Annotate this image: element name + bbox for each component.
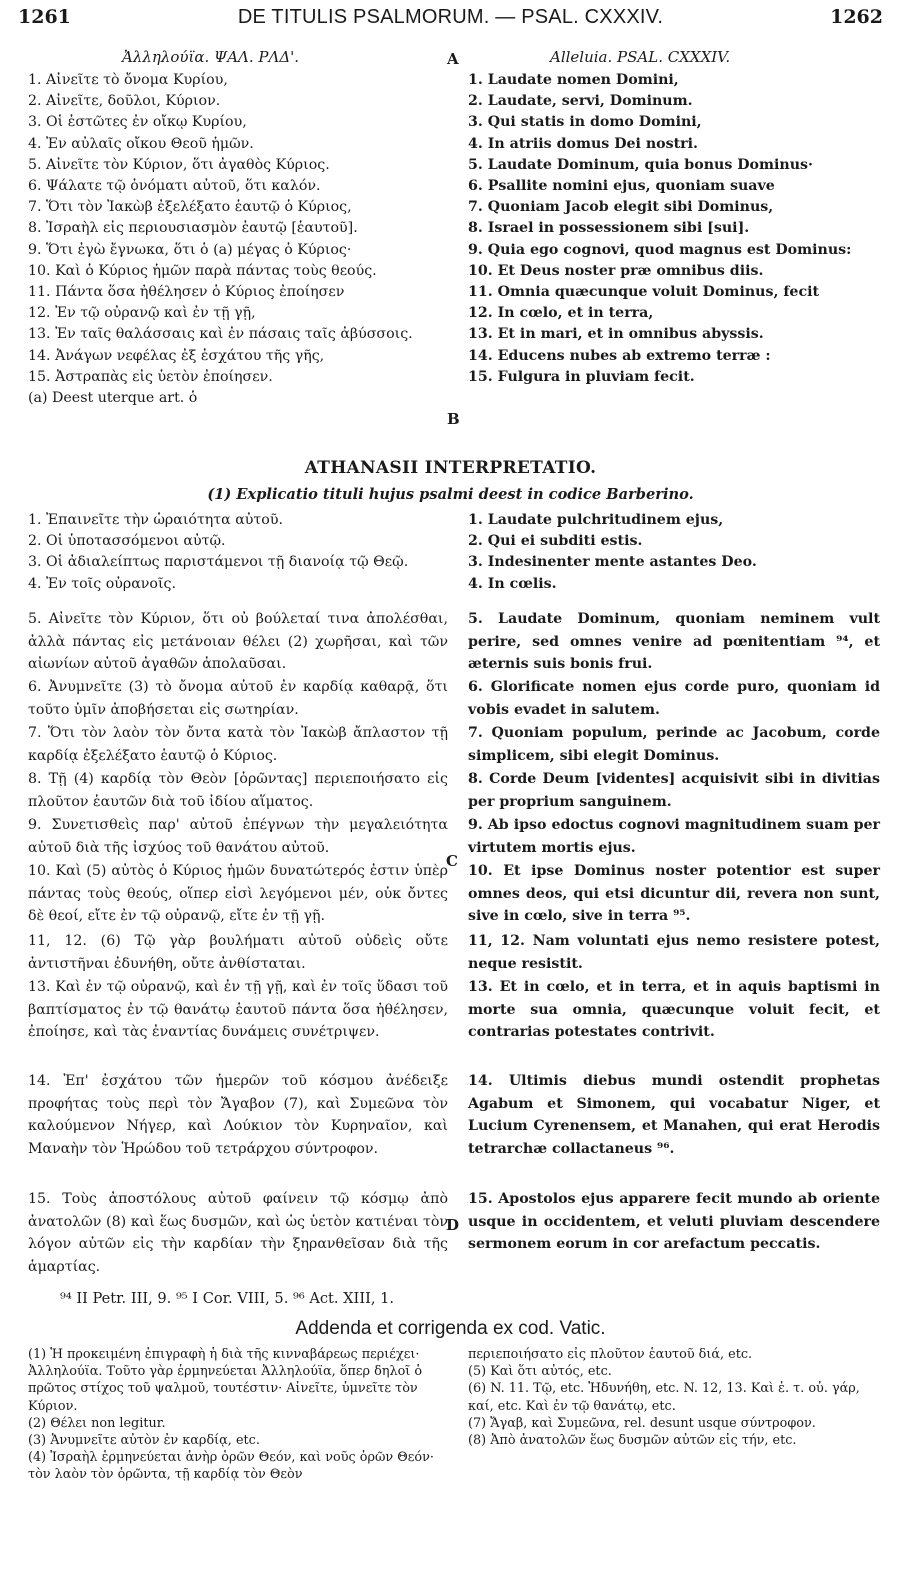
interpretation-latin-paragraph: 6. Glorificate nomen ejus corde puro, quoniam id vobis evadet in salutem. (468, 679, 880, 718)
psalm-latin-verse: 12. In cœlo, et in terra, (468, 305, 654, 322)
psalm-latin-verse: 6. Psallite nomini ejus, quoniam suave (468, 178, 775, 195)
psalm-greek-lines (28, 70, 448, 409)
psalm-greek-verse: 13. Ἐν ταῖς θαλάσσαις καὶ ἐν πάσαις ταῖς ἀβύσσοις. (28, 326, 413, 343)
interpretation-greek-verse: 2. Οἱ ὑποτασσόμενοι αὐτῷ. (28, 533, 226, 550)
psalm-greek-column (28, 48, 448, 409)
interpretation-greek-paragraph: 13. Καὶ ἐν τῷ οὐρανῷ, καὶ ἐν τῇ γῇ, καὶ ἐν τοῖς ὕδασι τοῦ βαπτίσματος ἐν τῷ θανάτῳ ἑαυτοῦ πάντα ὅσα ἠθέλησεν, ἐποίησε, καὶ τὰς ἐναντίας δυνάμεις συνέτριψεν. (28, 979, 448, 1041)
psalm-greek-verse: (a) Deest uterque art. ὁ (28, 390, 198, 407)
psalm-latin-verse: 11. Omnia quæcunque voluit Dominus, fecit (468, 284, 820, 301)
addenda-note: (4) Ἰσραὴλ ἑρμηνεύεται ἀνὴρ ὁρῶν Θεόν, καὶ νοῦς ὁρῶν Θεόν· τὸν λαὸν τὸν ὁρῶντα, τῇ καρδίᾳ τὸν Θεὸν (28, 1450, 434, 1483)
psalm-greek-verse: 9. Ὅτι ἐγὼ ἔγνωκα, ὅτι ὁ (a) μέγας ὁ Κύριος· (28, 241, 352, 258)
interpretation-greek-paragraphs (28, 608, 448, 1304)
interpretation-latin-paragraph: 13. Et in cœlo, et in terra, et in aquis baptismi in morte sua omnia, quæcunque voluit fecit, et contrarias potestates contrivit. (468, 979, 880, 1041)
running-title: DE TITULIS PSALMORUM. — PSAL. CXXXIV. (237, 6, 664, 28)
interpretation-greek-paragraph: 15. Τοὺς ἀποστόλους αὐτοῦ φαίνειν τῷ κόσμῳ ἀπὸ ἀνατολῶν (8) καὶ ἕως δυσμῶν, καὶ ὡς ὑετὸν κατιέναι τὸν λόγον αὐτῶν εἰς τὴν καρδίαν τὴν ξηρανθεῖσαν διὰ τῆς ἁμαρτίας. (28, 1191, 448, 1276)
interpretation-latin-verse: 3. Indesinenter mente astantes Deo. (468, 554, 757, 571)
interpretation-greek-verse: 3. Οἱ ἀδιαλείπτως παριστάμενοι τῇ διανοίᾳ τῷ Θεῷ. (28, 554, 409, 571)
psalm-greek-verse: 12. Ἐν τῷ οὐρανῷ καὶ ἐν τῇ γῇ, (28, 305, 256, 322)
interpretation-latin-paragraph: 9. Ab ipso edoctus cognovi magnitudinem suam per virtutem mortis ejus. (468, 817, 880, 856)
interpretation-greek-paragraph: 11, 12. (6) Τῷ γὰρ βουλήματι αὐτοῦ οὐδεὶς οὔτε ἀντιστῆναι ἐδυνήθη, οὔτε ἀνθίσταται. (28, 933, 448, 972)
interpretation-greek-paragraph: 5. Αἰνεῖτε τὸν Κύριον, ὅτι οὐ βούλεταί τινα ἀπολέσθαι, ἀλλὰ πάντας εἰς μετάνοιαν θέλει (2) χωρῆσαι, καὶ τῶν αἰωνίων αὐτοῦ ἀγαθῶν ἀπολαῦσαι. (28, 611, 448, 673)
psalm-greek-verse: 6. Ψάλατε τῷ ὀνόματι αὐτοῦ, ὅτι καλόν. (28, 178, 321, 195)
psalm-greek-verse: 2. Αἰνεῖτε, δοῦλοι, Κύριον. (28, 93, 221, 110)
addenda-note: (8) Ἀπὸ ἀνατολῶν ἕως δυσμῶν αὐτῶν εἰς τήν, etc. (468, 1433, 797, 1449)
psalm-greek-verse: 8. Ἰσραὴλ εἰς περιουσιασμὸν ἑαυτῷ [ἑαυτοῦ]. (28, 220, 358, 237)
page-number-right: 1262 (830, 6, 883, 28)
psalm-greek-verse: 3. Οἱ ἑστῶτες ἐν οἴκῳ Κυρίου, (28, 114, 247, 131)
interpretation-greek-paragraph: 6. Ἀνυμνεῖτε (3) τὸ ὄνομα αὐτοῦ ἐν καρδίᾳ καθαρᾷ, ὅτι τοῦτο ὑμῖν ἀποβήσεται εἰς σωτηρίαν. (28, 679, 448, 718)
interpretation-latin-paragraph: 8. Corde Deum [videntes] acquisivit sibi in divitias per proprium sanguinem. (468, 771, 880, 810)
interpretation-latin-paragraph: 11, 12. Nam voluntati ejus nemo resistere potest, neque resistit. (468, 933, 880, 972)
page-number-left: 1261 (18, 6, 71, 28)
addenda-note: (7) Ἄγαβ, καὶ Συμεῶνα, rel. desunt usque σύντροφον. (468, 1415, 816, 1431)
interpretation-greek-short (28, 510, 448, 595)
psalm-greek-verse: 5. Αἰνεῖτε τὸν Κύριον, ὅτι ἀγαθὸς Κύριος. (28, 156, 330, 173)
interpretation-greek-verse: 4. Ἐν τοῖς οὐρανοῖς. (28, 575, 176, 592)
psalm-greek-verse: 7. Ὅτι τὸν Ἰακὼβ ἐξελέξατο ἑαυτῷ ὁ Κύριος, (28, 199, 352, 216)
interpretation-latin-paragraph: 5. Laudate Dominum, quoniam neminem vult perire, sed omnes venire ad pœnitentiam ⁹⁴, et æternis suis bonis frui. (468, 611, 880, 673)
addenda-note: (3) Ἀνυμνεῖτε αὐτὸν ἐν καρδίᾳ, etc. (28, 1433, 260, 1449)
column-marker-d: D (446, 1216, 460, 1234)
psalm-latin-lines (468, 70, 880, 388)
page-header (18, 6, 883, 36)
interpretation-greek-paragraph: 8. Τῇ (4) καρδίᾳ τὸν Θεὸν [ὁρῶντας] περιεποιήσατο εἰς πλοῦτον ἑαυτῶν διὰ τοῦ ἰδίου αἵματος. (28, 771, 448, 810)
interpretation-latin-paragraph: 10. Et ipse Dominus noster potentior est super omnes deos, qui etsi dicuntur dii, revera non sunt, sive in cœlo, sive in terra ⁹⁵. (468, 863, 880, 925)
psalm-latin-verse: 1. Laudate nomen Domini, (468, 72, 679, 88)
section-subheading: (1) Explicatio tituli hujus psalmi deest in codice Barberino. (207, 486, 694, 503)
interpretation-latin-verse: 2. Qui ei subditi estis. (468, 533, 643, 550)
interpretation-greek-paragraph: 14. Ἐπ' ἐσχάτου τῶν ἡμερῶν τοῦ κόσμου ἀνέδειξε προφήτας τοὺς περὶ τὸν Ἄγαβον (7), καὶ Συμεῶνα τὸν καλούμενον Νήγερ, καὶ Λούκιον τὸν Κυρηναῖον, καὶ Μαναὴν τὸν Ἡρώδου τοῦ τετράρχου σύντροφον. (28, 1073, 448, 1158)
addenda-right-column (468, 1346, 880, 1449)
interpretation-latin-paragraphs (468, 608, 880, 1304)
psalm-latin-verse: 7. Quoniam Jacob elegit sibi Dominus, (468, 199, 774, 216)
psalm-latin-title: Alleluia. PSAL. CXXXIV. (550, 48, 731, 66)
addenda-title: Addenda et corrigenda ex cod. Vatic. (295, 1318, 606, 1339)
psalm-latin-verse: 10. Et Deus noster præ omnibus diis. (468, 262, 764, 279)
footnote-references: ⁹⁴ II Petr. III, 9. ⁹⁵ I Cor. VIII, 5. ⁹⁶ Act. XIII, 1. (60, 1290, 395, 1307)
psalm-greek-verse: 15. Ἀστραπὰς εἰς ὑετὸν ἐποίησεν. (28, 368, 273, 385)
psalm-greek-verse: 10. Καὶ ὁ Κύριος ἡμῶν παρὰ πάντας τοὺς θεούς. (28, 262, 377, 279)
psalm-latin-verse: 14. Educens nubes ab extremo terræ : (468, 347, 771, 364)
interpretation-latin-paragraph: 7. Quoniam populum, perinde ac Jacobum, corde simplicem, sibi elegit Dominus. (468, 725, 880, 764)
interpretation-latin-verse: 1. Laudate pulchritudinem ejus, (468, 512, 724, 528)
interpretation-latin-paragraph: 15. Apostolos ejus apparere fecit mundo ab oriente usque in occidentem, et veluti pluviam descendere sermonem eorum in cor arefactum peccatis. (468, 1191, 880, 1253)
psalm-latin-column (468, 48, 880, 388)
psalm-greek-verse: 1. Αἰνεῖτε τὸ ὄνομα Κυρίου, (28, 72, 228, 88)
interpretation-greek-paragraph: 9. Συνετισθεὶς παρ' αὐτοῦ ἐπέγνων τὴν μεγαλειότητα αὐτοῦ διὰ τῆς ἰσχύος τοῦ θανάτου αὐτοῦ. (28, 817, 448, 856)
psalm-latin-verse: 4. In atriis domus Dei nostri. (468, 135, 698, 152)
addenda-note: περιεποιήσατο εἰς πλοῦτον ἑαυτοῦ διά, etc. (468, 1347, 753, 1362)
interpretation-latin-paragraph: 14. Ultimis diebus mundi ostendit prophetas Agabum et Simonem, qui vocabatur Niger, et Lucium Cyrenensem, et Manahen, qui erat Herodis tetrarchæ collactaneus ⁹⁶. (468, 1073, 880, 1158)
psalm-greek-verse: 4. Ἐν αὐλαῖς οἴκου Θεοῦ ἡμῶν. (28, 135, 254, 152)
interpretation-greek-paragraph: 10. Καὶ (5) αὐτὸς ὁ Κύριος ἡμῶν δυνατώτερός ἐστιν ὑπὲρ πάντας τοὺς θεούς, οἵπερ εἰσὶ λεγόμενοι μέν, οὐκ ὄντες δὲ θεοί, εἴτε ἐν τῷ οὐρανῷ, εἴτε ἐν τῇ γῇ. (28, 863, 448, 925)
psalm-latin-verse: 9. Quia ego cognovi, quod magnus est Dominus: (468, 241, 852, 258)
psalm-greek-verse: 14. Ἀνάγων νεφέλας ἐξ ἐσχάτου τῆς γῆς, (28, 347, 325, 364)
section-heading: ATHANASII INTERPRETATIO. (304, 458, 597, 478)
psalm-greek-title: Ἀλληλούϊα. ΨΑΛ. ΡΛΔ'. (122, 48, 300, 66)
interpretation-greek-paragraph: 7. Ὅτι τὸν λαὸν τὸν ὄντα κατὰ τὸν Ἰακὼβ ἄπλαστον τῇ καρδίᾳ ἐξελέξατο ἑαυτῷ ὁ Κύριος. (28, 725, 448, 764)
addenda-note: (2) Θέλει non legitur. (28, 1415, 166, 1431)
column-marker-b: B (447, 410, 460, 428)
psalm-latin-verse: 8. Israel in possessionem sibi [sui]. (468, 220, 750, 237)
column-marker-c: C (446, 852, 458, 870)
psalm-latin-verse: 3. Qui statis in domo Domini, (468, 114, 702, 131)
interpretation-latin-verse: 4. In cœlis. (468, 575, 557, 592)
psalm-latin-verse: 13. Et in mari, et in omnibus abyssis. (468, 326, 764, 343)
column-marker-a: A (447, 50, 459, 68)
addenda-note: (1) Ἡ προκειμένη ἐπιγραφὴ ἡ διὰ τῆς κινναβάρεως περιέχει· Ἀλληλούϊα. Τοῦτο γὰρ ἑρμηνεύεται Ἀλληλούϊα, ὅπερ δηλοῖ ὁ πρῶτος στίχος τοῦ ψαλμοῦ, τουτέστιν· Αἰνεῖτε, ὑμνεῖτε τὸν Κύριον. (28, 1347, 423, 1414)
addenda-note: (5) Καὶ ὅτι αὐτός, etc. (468, 1364, 612, 1380)
psalm-greek-verse: 11. Πάντα ὅσα ἠθέλησεν ὁ Κύριος ἐποίησεν (28, 284, 345, 301)
psalm-latin-verse: 2. Laudate, servi, Dominum. (468, 93, 693, 110)
psalm-latin-verse: 15. Fulgura in pluviam fecit. (468, 368, 695, 385)
addenda-note: (6) N. 11. Τῷ, etc. Ἠδυνήθη, etc. N. 12, 13. Καὶ ἐ. τ. οὐ. γάρ, καί, etc. Καὶ ἐν τῷ θανάτῳ, etc. (468, 1381, 860, 1414)
interpretation-latin-short (468, 510, 880, 595)
interpretation-greek-verse: 1. Ἐπαινεῖτε τὴν ὡραιότητα αὐτοῦ. (28, 512, 283, 528)
psalm-latin-verse: 5. Laudate Dominum, quia bonus Dominus· (468, 156, 813, 173)
addenda-left-column (28, 1346, 446, 1484)
